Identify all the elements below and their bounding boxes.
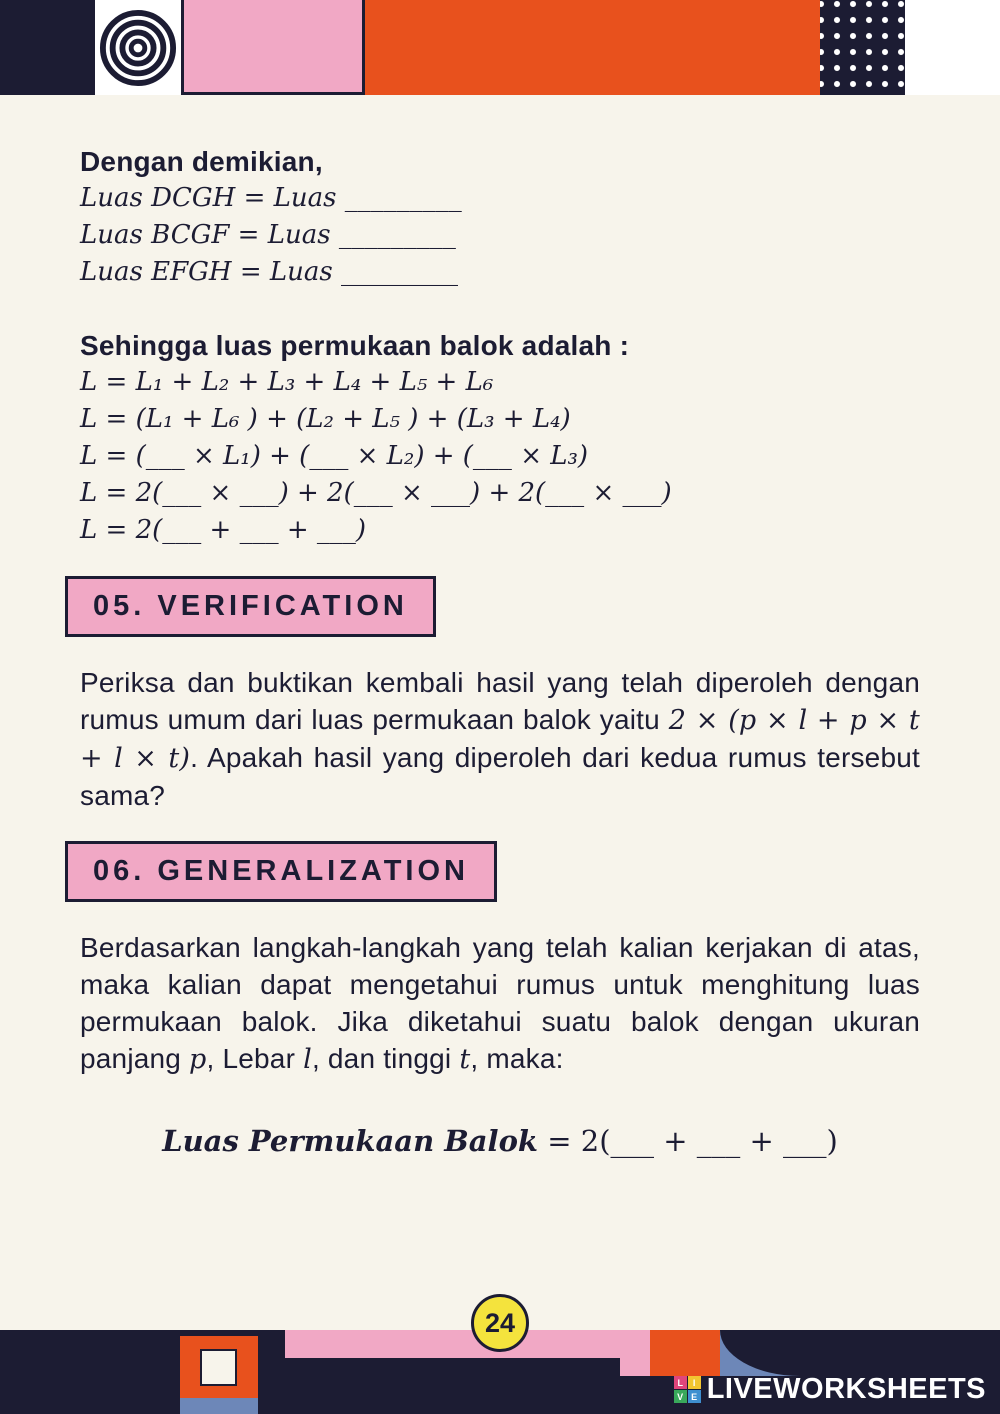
surface-sum-heading: Sehingga luas permukaan balok adalah : <box>80 330 630 361</box>
liveworksheets-wordmark <box>707 1373 986 1406</box>
verification-paragraph <box>80 664 920 814</box>
final-formula <box>80 1124 920 1158</box>
verification-text-before: Periksa dan buktikan kembali hasil yang telah diperoleh dengan rumus umum dari luas permukaan balok yaitu <box>80 667 920 735</box>
banner-pink-block <box>181 0 365 95</box>
footer-orange-small-block <box>650 1330 720 1376</box>
verification-title-text: 05. VERIFICATION <box>93 590 408 622</box>
surface-sum-line-3: L = (___ × L₁) + (___ × L₂) + (___ × L₃) <box>80 441 589 471</box>
liveworksheets-logo[interactable] <box>674 1373 986 1406</box>
final-formula-expression: = 2(___ + ___ + ___) <box>538 1124 838 1158</box>
surface-sum-line-5: L = 2(___ + ___ + ___) <box>80 515 367 545</box>
luas-bcgf-line: Luas BCGF = Luas _________ <box>80 220 456 250</box>
footer-blue-strip <box>180 1398 258 1414</box>
top-decorative-banner <box>0 0 1000 95</box>
surface-sum-line-2: L = (L₁ + L₆ ) + (L₂ + L₅ ) + (L₃ + L₄) <box>80 404 571 434</box>
generalization-text-2: , Lebar <box>206 1043 304 1074</box>
variable-p: p <box>189 1044 207 1075</box>
generalization-text-1: Berdasarkan langkah-langkah yang telah kalian kerjakan di atas, maka kalian dapat mengetahui rumus untuk menghitung luas permukaan balok. Jika diketahui suatu balok dengan ukuran panjang <box>80 932 920 1074</box>
banner-orange-block <box>365 0 820 95</box>
footer-cream-square <box>200 1349 237 1386</box>
verification-formula: 2 × (p × l + p × t + l × t) <box>80 705 920 774</box>
footer-pink-small-block <box>620 1330 650 1376</box>
logo-tile-i: I <box>688 1376 701 1389</box>
section-title-verification <box>65 576 436 637</box>
luas-dcgh-line: Luas DCGH = Luas _________ <box>80 183 462 213</box>
luas-efgh-line: Luas EFGH = Luas _________ <box>80 257 459 287</box>
footer-blue-quarter-block <box>720 1330 800 1376</box>
logo-tile-v: V <box>674 1390 687 1403</box>
verification-text-after: . Apakah hasil yang diperoleh dari kedua rumus tersebut sama? <box>80 742 920 811</box>
brand-live: LIVE <box>706 1373 774 1405</box>
liveworksheets-icon <box>674 1376 701 1403</box>
generalization-text-3: , dan tinggi <box>311 1043 460 1074</box>
worksheet-content <box>0 95 1000 1158</box>
brand-worksheets: WORKSHEETS <box>773 1373 986 1405</box>
banner-white-block <box>905 0 1000 95</box>
page-number: 24 <box>484 1307 516 1338</box>
generalization-title-text: 06. GENERALIZATION <box>93 855 469 887</box>
dots-pattern-icon <box>820 0 905 95</box>
target-icon <box>95 0 181 95</box>
variable-t: t <box>459 1044 471 1075</box>
surface-sum-line-1: L = L₁ + L₂ + L₃ + L₄ + L₅ + L₆ <box>80 367 494 397</box>
footer-quarter-circle <box>720 1330 800 1376</box>
footer-orange-block <box>180 1336 258 1398</box>
surface-sum-line-4: L = 2(___ × ___) + 2(___ × ___) + 2(___ × ___) <box>80 478 672 508</box>
variable-l: l <box>303 1044 312 1075</box>
logo-tile-e: E <box>688 1390 701 1403</box>
generalization-paragraph <box>80 929 920 1078</box>
section-title-generalization <box>65 841 497 902</box>
logo-tile-l: L <box>674 1376 687 1389</box>
intro-heading: Dengan demikian, <box>80 146 323 177</box>
banner-navy-block <box>0 0 95 95</box>
footer-pink-strip <box>285 1330 620 1358</box>
final-formula-label: Luas Permukaan Balok <box>162 1124 539 1158</box>
generalization-text-4: , maka: <box>470 1043 564 1074</box>
concentric-circles-icon <box>99 9 177 87</box>
page-number-badge <box>471 1294 529 1352</box>
